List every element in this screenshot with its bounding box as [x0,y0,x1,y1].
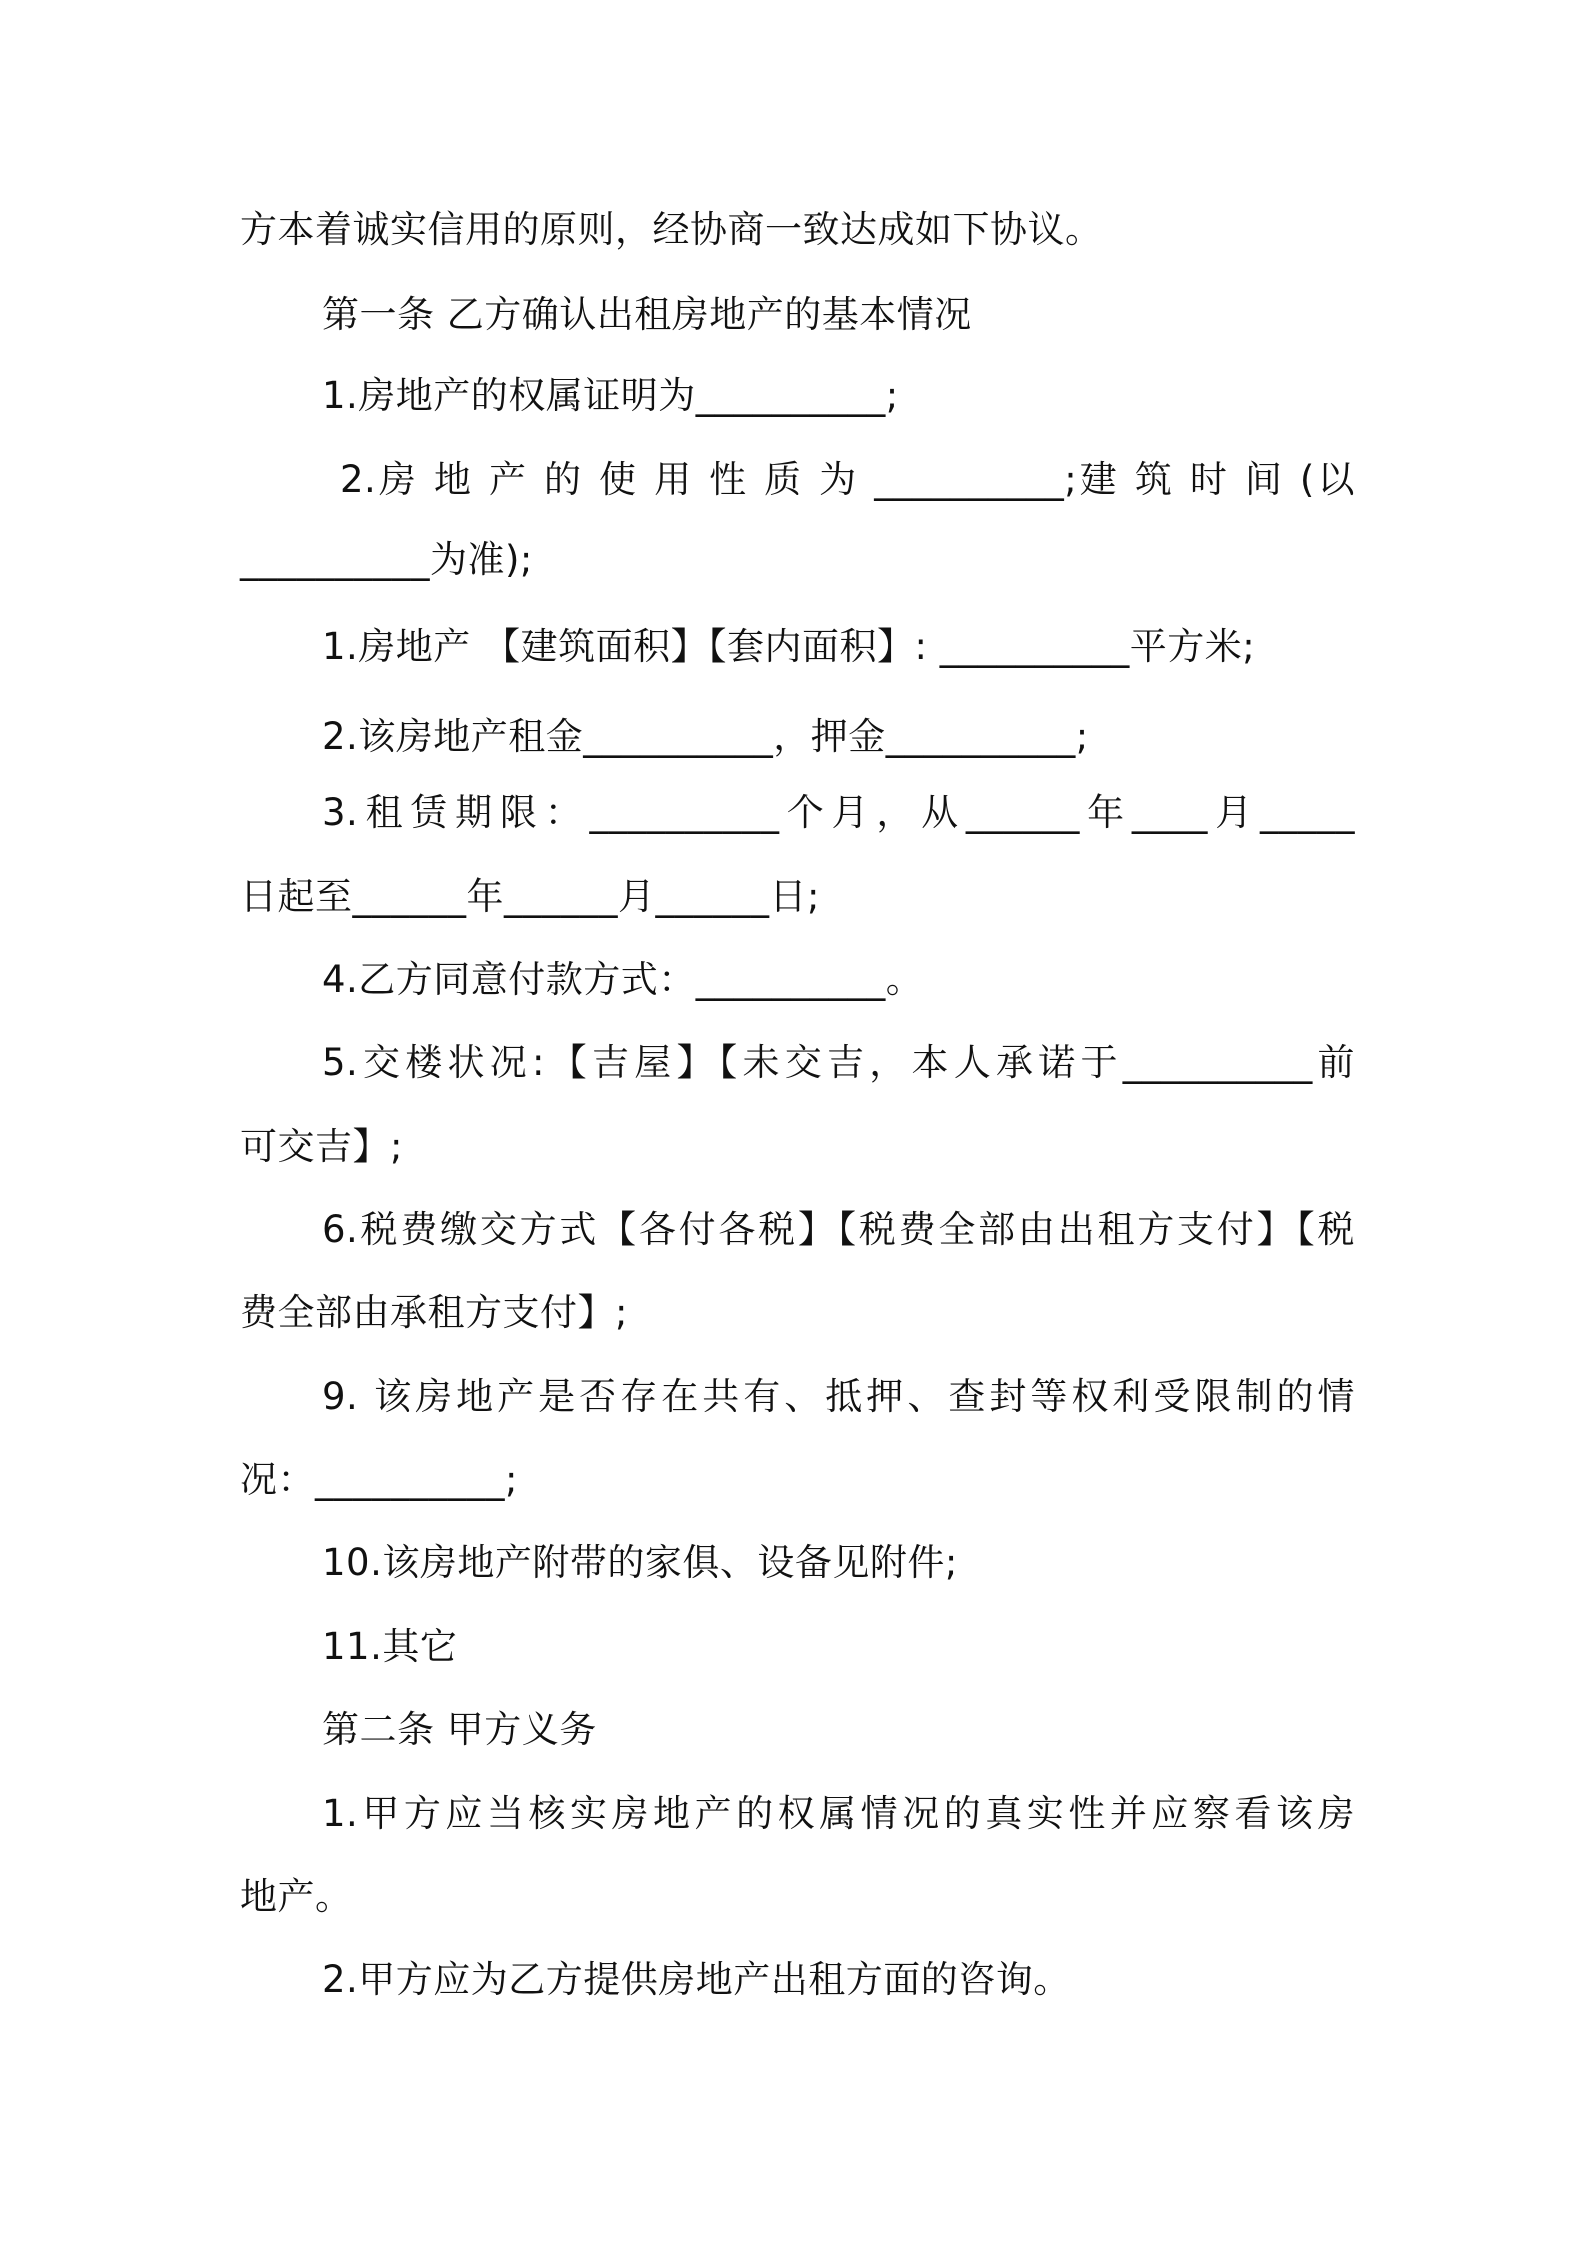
clause-taxes: 6.税费缴交方式【各付各税】【税费全部由出租方支付】【税 [322,1208,1355,1251]
clause-rent-deposit: 2.该房地产租金__________，押金__________; [322,715,1089,758]
clause-lease-term-cont: 日起至______年______月______日; [240,875,820,918]
clause-other: 11.其它 [322,1625,458,1668]
clause-usage-nature-cont: __________为准); [240,538,533,581]
clause-handover-cont: 可交吉】; [240,1125,403,1168]
paragraph-preamble-end: 方本着诚实信用的原则，经协商一致达成如下协议。 [240,208,1103,251]
article-2-heading: 第二条 甲方义务 [322,1708,597,1751]
clause-handover: 5.交楼状况:【吉屋】【未交吉，本人承诺于__________前 [322,1041,1355,1084]
article-1-heading: 第一条 乙方确认出租房地产的基本情况 [322,293,972,336]
clause-encumbrance: 9. 该房地产是否存在共有、抵押、查封等权利受限制的情 [322,1375,1355,1418]
clause-taxes-cont: 费全部由承租方支付】; [240,1291,628,1334]
clause-area: 1.房地产 【建筑面积】【套内面积】: __________平方米; [322,625,1256,668]
party-a-duty-1: 1.甲方应当核实房地产的权属情况的真实性并应察看该房 [322,1792,1355,1835]
clause-encumbrance-cont: 况：__________; [240,1458,518,1501]
clause-lease-term: 3.租赁期限：__________个月，从______年____月_____ [322,791,1355,834]
party-a-duty-1-cont: 地产。 [240,1875,353,1918]
clause-usage-nature: 2.房 地 产 的 使 用 性 质 为 __________;建 筑 时 间 (以 [340,458,1355,501]
party-a-duty-2: 2.甲方应为乙方提供房地产出租方面的咨询。 [322,1958,1071,2001]
clause-ownership-proof: 1.房地产的权属证明为__________; [322,374,899,417]
clause-payment-method: 4.乙方同意付款方式：__________。 [322,958,924,1001]
clause-furniture: 10.该房地产附带的家俱、设备见附件; [322,1541,958,1584]
